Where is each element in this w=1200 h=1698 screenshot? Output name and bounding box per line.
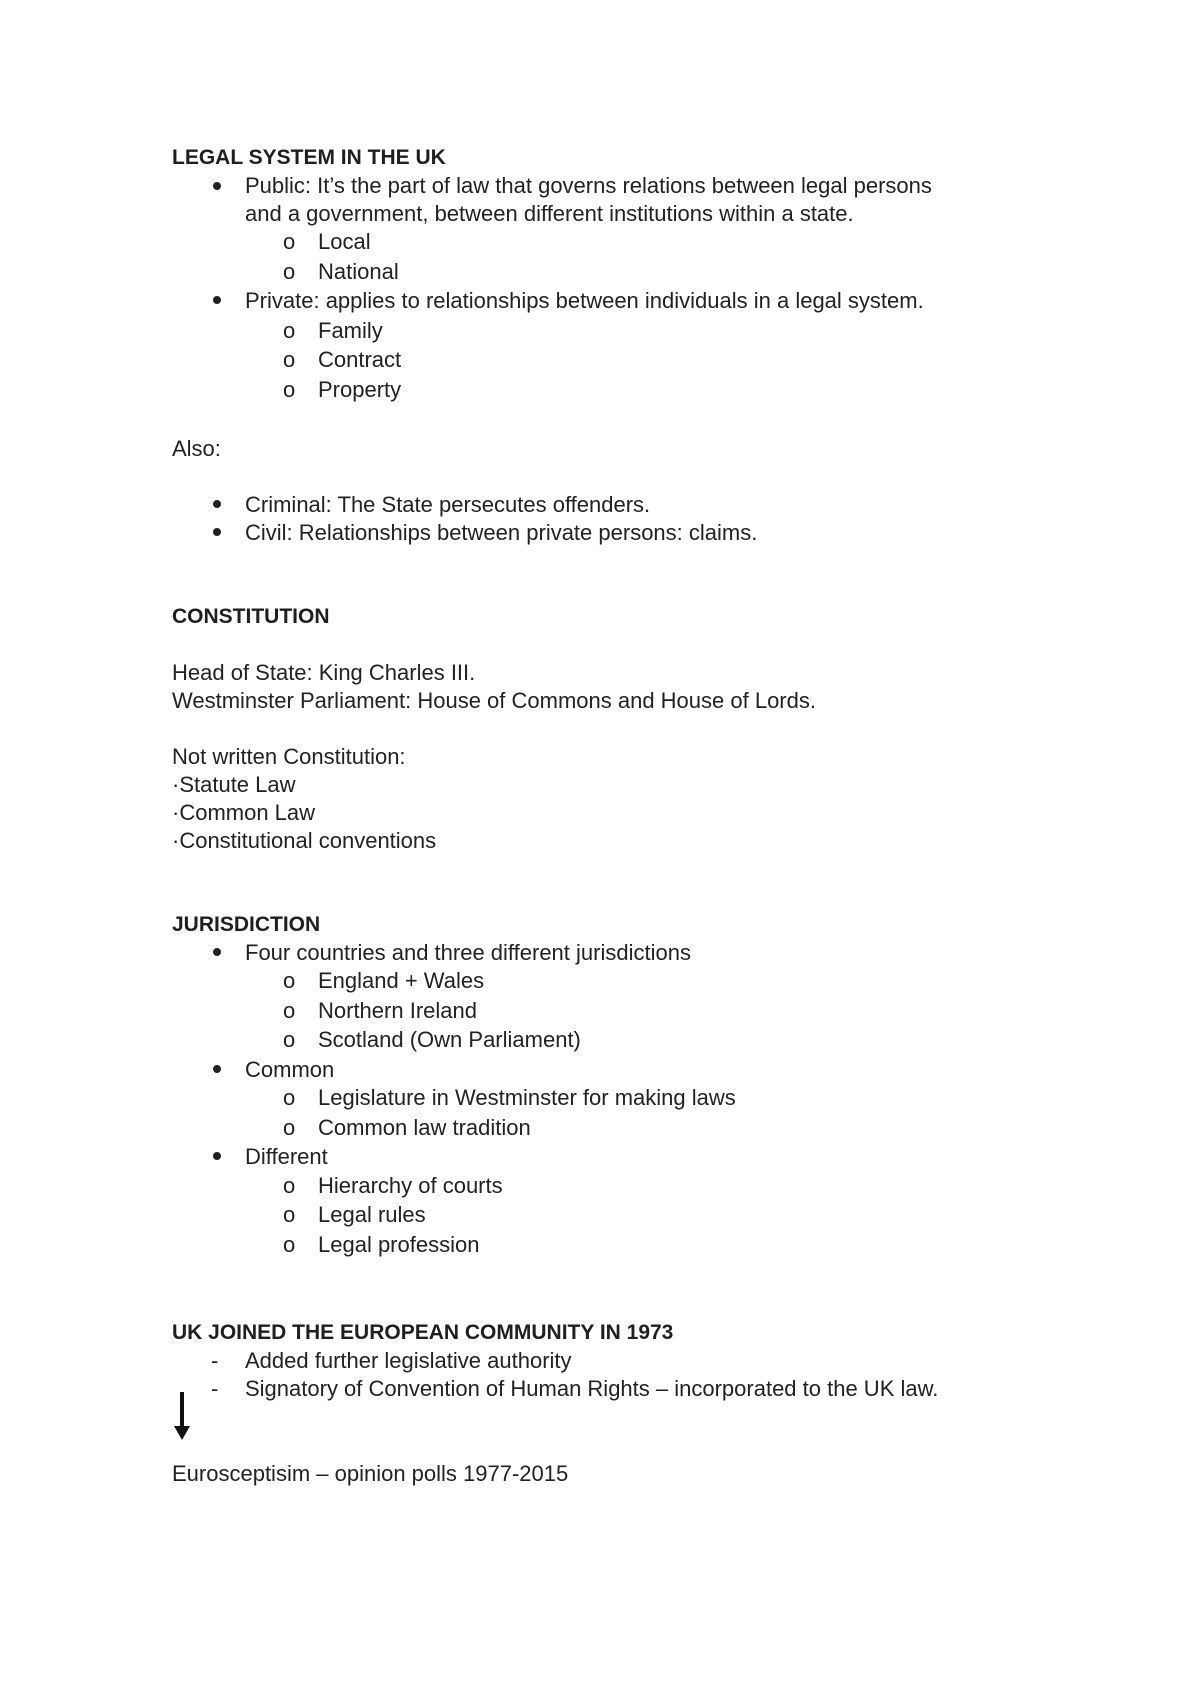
sub-bullet-icon: o <box>283 1232 296 1257</box>
different-heading: Different <box>245 1144 328 1169</box>
list-item: ·Statute Law <box>172 772 296 797</box>
list-item: ·Constitutional conventions <box>172 828 437 853</box>
sub-bullet-icon: o <box>283 1085 296 1110</box>
dash-icon: - <box>211 1348 219 1373</box>
sub-bullet-icon: o <box>283 259 296 284</box>
list-item: Northern Ireland <box>318 998 477 1023</box>
section-heading-jurisdiction: JURISDICTION <box>172 913 321 936</box>
section-heading-eu: UK JOINED THE EUROPEAN COMMUNITY IN 1973 <box>172 1321 674 1344</box>
list-item: National <box>318 259 399 284</box>
euroscepticism-note: Eurosceptisim – opinion polls 1977-2015 <box>172 1461 569 1486</box>
bullet-icon <box>213 1152 221 1160</box>
bullet-icon <box>213 948 221 956</box>
list-item: Property <box>318 377 402 402</box>
list-item: Legislature in Westminster for making laws <box>318 1085 736 1110</box>
list-item: Family <box>318 318 383 343</box>
sub-bullet-icon: o <box>283 968 296 993</box>
sub-bullet-icon: o <box>283 998 296 1023</box>
section-heading-legal-system: LEGAL SYSTEM IN THE UK <box>172 146 446 169</box>
bullet-icon <box>213 182 221 190</box>
sub-bullet-icon: o <box>283 347 296 372</box>
also-label: Also: <box>172 436 221 461</box>
bullet-icon <box>213 296 221 304</box>
list-item: Local <box>318 229 371 254</box>
civil-definition: Civil: Relationships between private persons: claims. <box>245 520 758 545</box>
list-item: Signatory of Convention of Human Rights – incorporated to the UK law. <box>245 1376 939 1401</box>
head-of-state: Head of State: King Charles III. <box>172 660 476 685</box>
criminal-definition: Criminal: The State persecutes offenders. <box>245 492 651 517</box>
not-written-constitution: Not written Constitution: <box>172 744 406 769</box>
westminster-parliament: Westminster Parliament: House of Commons and House of Lords. <box>172 688 816 713</box>
public-definition-line-2: and a government, between different institutions within a state. <box>245 201 854 226</box>
list-item: Scotland (Own Parliament) <box>318 1027 581 1052</box>
sub-bullet-icon: o <box>283 1202 296 1227</box>
list-item: England + Wales <box>318 968 485 993</box>
bullet-icon <box>213 500 221 508</box>
list-item: Hierarchy of courts <box>318 1173 503 1198</box>
bullet-icon <box>213 1065 221 1073</box>
common-heading: Common <box>245 1057 335 1082</box>
public-definition-line-1: Public: It’s the part of law that governs relations between legal persons <box>245 173 932 198</box>
list-item: Legal profession <box>318 1232 480 1257</box>
list-item: Common law tradition <box>318 1115 531 1140</box>
list-item: Legal rules <box>318 1202 426 1227</box>
list-item: Contract <box>318 347 402 372</box>
private-definition: Private: applies to relationships between individuals in a legal system. <box>245 288 924 313</box>
dash-icon: - <box>211 1376 219 1401</box>
arrow-down-icon <box>170 1390 194 1442</box>
bullet-icon <box>213 528 221 536</box>
section-heading-constitution: CONSTITUTION <box>172 605 330 628</box>
list-item: ·Common Law <box>172 800 316 825</box>
sub-bullet-icon: o <box>283 1115 296 1140</box>
four-countries: Four countries and three different jurisdictions <box>245 940 691 965</box>
sub-bullet-icon: o <box>283 1173 296 1198</box>
sub-bullet-icon: o <box>283 1027 296 1052</box>
sub-bullet-icon: o <box>283 318 296 343</box>
sub-bullet-icon: o <box>283 377 296 402</box>
list-item: Added further legislative authority <box>245 1348 572 1373</box>
sub-bullet-icon: o <box>283 229 296 254</box>
